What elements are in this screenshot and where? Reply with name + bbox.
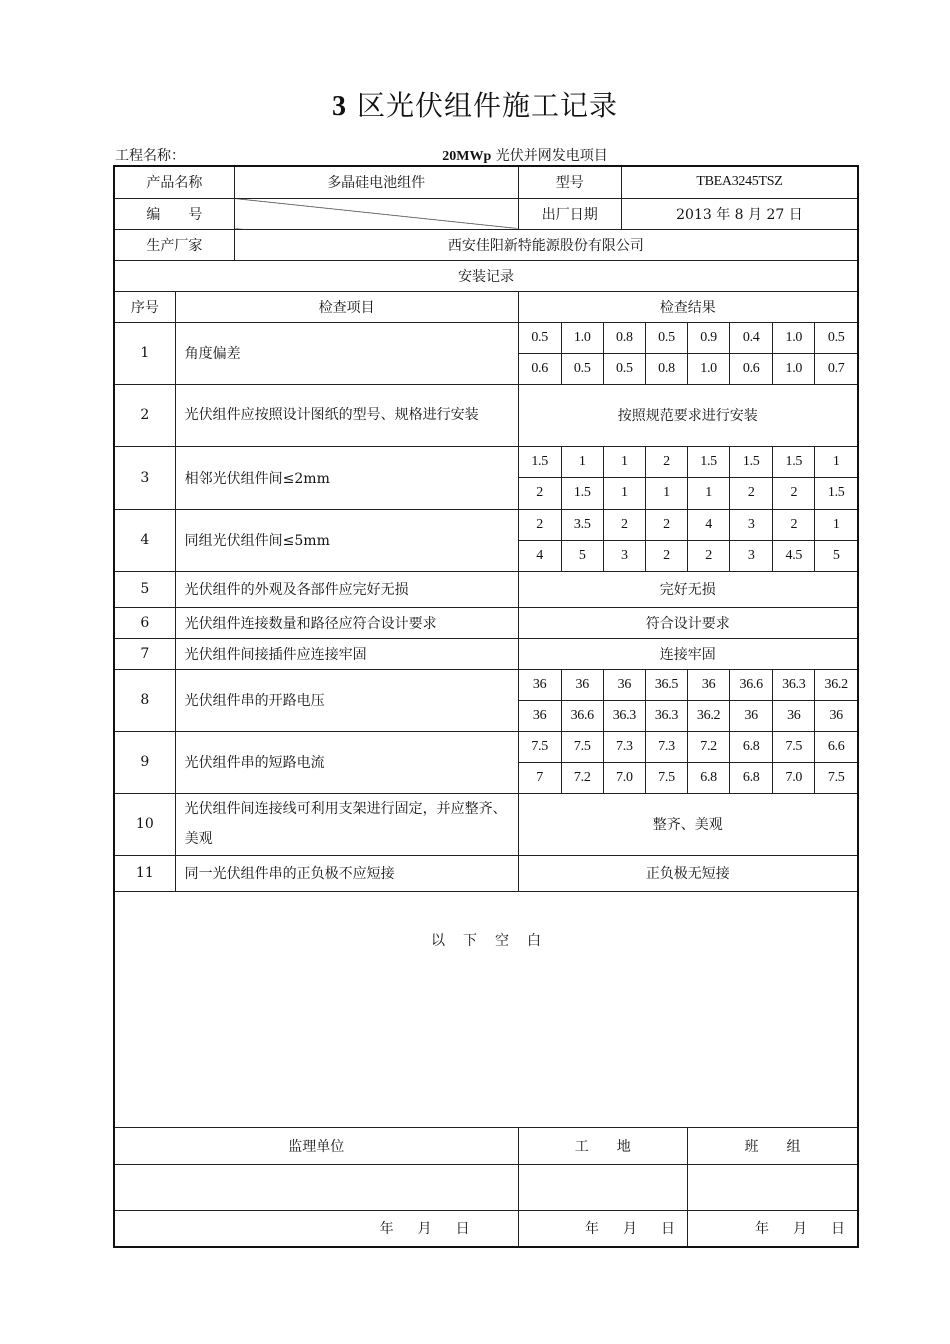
row-item: 光伏组件连接数量和路径应符合设计要求 <box>175 607 518 638</box>
header-result: 检查结果 <box>518 291 858 322</box>
value-cell: 6.8 <box>730 731 773 762</box>
row-no: 5 <box>114 571 175 607</box>
row-item: 同一光伏组件串的正负极不应短接 <box>175 855 518 891</box>
row-no: 4 <box>114 509 175 571</box>
supervision-label: 监理单位 <box>114 1127 518 1164</box>
row-item: 光伏组件串的短路电流 <box>175 731 518 793</box>
value-cell: 1.5 <box>730 446 773 477</box>
row-item: 同组光伏组件间≤5mm <box>175 509 518 571</box>
value-cell: 6.8 <box>688 762 730 793</box>
value-cell: 2 <box>730 477 773 509</box>
value-cell: 1.5 <box>815 477 858 509</box>
row-item: 相邻光伏组件间≤2mm <box>175 446 518 509</box>
value-cell: 2 <box>773 509 815 540</box>
value-cell: 2 <box>518 509 561 540</box>
value-cell: 7.0 <box>603 762 645 793</box>
value-cell: 0.4 <box>730 322 773 353</box>
value-cell: 7.2 <box>561 762 603 793</box>
row-item: 光伏组件串的开路电压 <box>175 669 518 731</box>
value-cell: 1 <box>688 477 730 509</box>
serial-label: 编 号 <box>114 198 234 229</box>
manufacturer-label: 生产厂家 <box>114 229 234 260</box>
value-cell: 2 <box>645 509 687 540</box>
site-sign <box>518 1164 687 1210</box>
value-cell: 2 <box>773 477 815 509</box>
value-cell: 0.8 <box>603 322 645 353</box>
site-label: 工 地 <box>518 1127 687 1164</box>
blank-note: 以下空白 <box>431 932 559 949</box>
model-value: TBEA3245TSZ <box>621 166 858 198</box>
header-item: 检查项目 <box>175 291 518 322</box>
row-no: 1 <box>114 322 175 384</box>
row-item: 光伏组件应按照设计图纸的型号、规格进行安装 <box>175 384 518 446</box>
value-cell: 6.8 <box>730 762 773 793</box>
value-cell: 7.2 <box>688 731 730 762</box>
serial-value-blank <box>234 198 518 229</box>
supervision-date: 年 月 日 <box>114 1210 518 1247</box>
value-cell: 36 <box>518 700 561 731</box>
team-date: 年 月 日 <box>688 1210 858 1247</box>
record-table <box>113 165 859 1248</box>
value-cell: 3.5 <box>561 509 603 540</box>
value-cell: 7.5 <box>773 731 815 762</box>
row-no: 11 <box>114 855 175 891</box>
value-cell: 0.5 <box>518 322 561 353</box>
value-cell: 1 <box>645 477 687 509</box>
factory-date-value: 2013 年 8 月 27 日 <box>621 198 858 229</box>
value-cell: 36.2 <box>688 700 730 731</box>
value-cell: 7.3 <box>603 731 645 762</box>
row-item: 光伏组件间连接线可利用支架进行固定，并应整齐、美观 <box>175 793 518 855</box>
team-label: 班 组 <box>688 1127 858 1164</box>
value-cell: 36 <box>773 700 815 731</box>
value-cell: 1.5 <box>561 477 603 509</box>
row-result: 完好无损 <box>518 571 858 607</box>
value-cell: 6.6 <box>815 731 858 762</box>
value-cell: 3 <box>603 540 645 571</box>
row-no: 2 <box>114 384 175 446</box>
page-title: 3 区光伏组件施工记录 <box>332 89 618 122</box>
value-cell: 1.5 <box>688 446 730 477</box>
value-cell: 1.0 <box>773 322 815 353</box>
value-cell: 4 <box>518 540 561 571</box>
value-cell: 1.5 <box>773 446 815 477</box>
value-cell: 0.5 <box>645 322 687 353</box>
row-result: 整齐、美观 <box>518 793 858 855</box>
value-cell: 3 <box>730 509 773 540</box>
value-cell: 1.5 <box>518 446 561 477</box>
value-cell: 3 <box>730 540 773 571</box>
value-cell: 7.0 <box>773 762 815 793</box>
row-no: 9 <box>114 731 175 793</box>
blank-area <box>114 891 858 1127</box>
value-cell: 36.2 <box>815 669 858 700</box>
value-cell: 36.6 <box>561 700 603 731</box>
header-no: 序号 <box>114 291 175 322</box>
value-cell: 1 <box>815 509 858 540</box>
row-item: 角度偏差 <box>175 322 518 384</box>
value-cell: 5 <box>815 540 858 571</box>
value-cell: 7.3 <box>645 731 687 762</box>
product-name-value: 多晶硅电池组件 <box>234 166 518 198</box>
row-result: 连接牢固 <box>518 638 858 669</box>
row-result: 符合设计要求 <box>518 607 858 638</box>
row-no: 6 <box>114 607 175 638</box>
value-cell: 2 <box>645 540 687 571</box>
value-cell: 2 <box>603 509 645 540</box>
value-cell: 7 <box>518 762 561 793</box>
product-name-label: 产品名称 <box>114 166 234 198</box>
value-cell: 36 <box>561 669 603 700</box>
value-cell: 36 <box>730 700 773 731</box>
manufacturer-value: 西安佳阳新特能源股份有限公司 <box>234 229 858 260</box>
value-cell: 36.5 <box>645 669 687 700</box>
row-no: 7 <box>114 638 175 669</box>
row-item: 光伏组件的外观及各部件应完好无损 <box>175 571 518 607</box>
value-cell: 36 <box>815 700 858 731</box>
value-cell: 4.5 <box>773 540 815 571</box>
site-date: 年 月 日 <box>518 1210 687 1247</box>
row-item: 光伏组件间接插件应连接牢固 <box>175 638 518 669</box>
factory-date-label: 出厂日期 <box>518 198 621 229</box>
row-result: 按照规范要求进行安装 <box>518 384 858 446</box>
value-cell: 2 <box>688 540 730 571</box>
value-cell: 36 <box>518 669 561 700</box>
value-cell: 7.5 <box>561 731 603 762</box>
value-cell: 36.3 <box>603 700 645 731</box>
value-cell: 36.3 <box>645 700 687 731</box>
project-name: 20MWp 光伏并网发电项目 <box>442 148 608 164</box>
value-cell: 1 <box>603 477 645 509</box>
value-cell: 0.9 <box>688 322 730 353</box>
value-cell: 36.6 <box>730 669 773 700</box>
team-sign <box>688 1164 858 1210</box>
value-cell: 0.5 <box>603 353 645 384</box>
value-cell: 7.5 <box>518 731 561 762</box>
value-cell: 0.6 <box>518 353 561 384</box>
value-cell: 0.7 <box>815 353 858 384</box>
value-cell: 0.5 <box>561 353 603 384</box>
value-cell: 36 <box>603 669 645 700</box>
row-no: 8 <box>114 669 175 731</box>
value-cell: 5 <box>561 540 603 571</box>
row-no: 3 <box>114 446 175 509</box>
project-label: 工程名称： <box>115 148 185 164</box>
value-cell: 1.0 <box>688 353 730 384</box>
value-cell: 1.0 <box>773 353 815 384</box>
value-cell: 4 <box>688 509 730 540</box>
row-no: 10 <box>114 793 175 855</box>
value-cell: 36.3 <box>773 669 815 700</box>
value-cell: 7.5 <box>645 762 687 793</box>
supervision-sign <box>114 1164 518 1210</box>
value-cell: 0.8 <box>645 353 687 384</box>
value-cell: 1 <box>603 446 645 477</box>
value-cell: 1.0 <box>561 322 603 353</box>
value-cell: 1 <box>561 446 603 477</box>
model-label: 型号 <box>518 166 621 198</box>
value-cell: 2 <box>645 446 687 477</box>
value-cell: 2 <box>518 477 561 509</box>
row-result: 正负极无短接 <box>518 855 858 891</box>
section-title: 安装记录 <box>114 260 858 291</box>
value-cell: 36 <box>688 669 730 700</box>
value-cell: 0.5 <box>815 322 858 353</box>
value-cell: 0.6 <box>730 353 773 384</box>
value-cell: 7.5 <box>815 762 858 793</box>
value-cell: 1 <box>815 446 858 477</box>
